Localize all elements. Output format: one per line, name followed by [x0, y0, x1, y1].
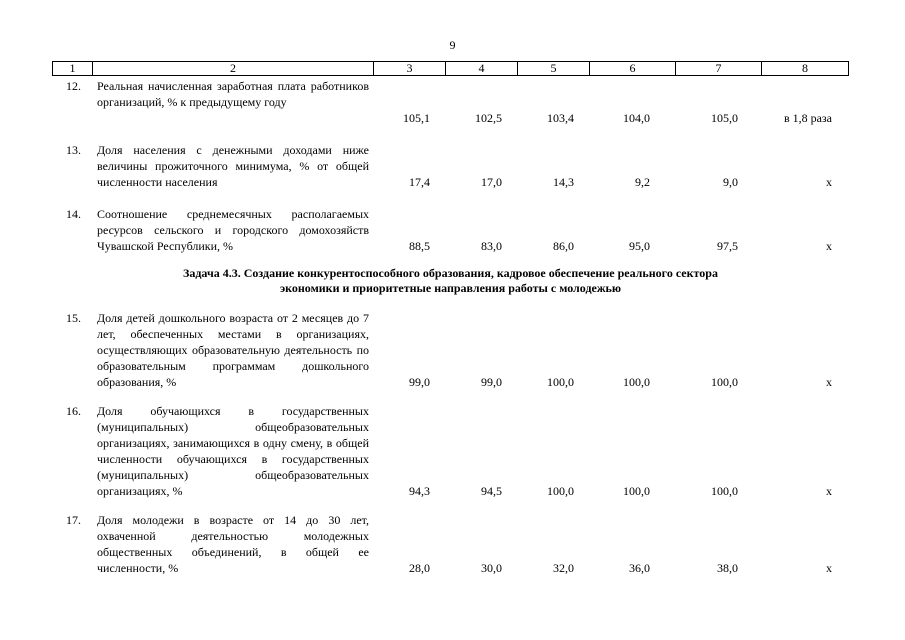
- row-value-col6: 104,0: [623, 111, 650, 125]
- row-value-col6: 100,0: [623, 484, 650, 498]
- row-value-col7: 9,0: [723, 175, 738, 189]
- row-value-col3: 99,0: [409, 375, 430, 389]
- row-number: 15.: [66, 311, 81, 325]
- row-number: 16.: [66, 404, 81, 418]
- page-number: 9: [449, 38, 456, 52]
- row-description: Доля обучающихся в государственных (муниципальных) общеобразовательных организациях, занимающихся в одну смену, в общей численности обучающихся в государственных (муниципальных) общеобразовательных организациях, %: [97, 404, 369, 498]
- row-value-col4: 99,0: [481, 375, 502, 389]
- row-value-col8: x: [826, 561, 832, 575]
- row-value-col6: 95,0: [629, 239, 650, 253]
- row-number: 14.: [66, 207, 81, 221]
- row-value-col4: 83,0: [481, 239, 502, 253]
- row-value-col7: 105,0: [711, 111, 738, 125]
- row-value-col8: x: [826, 239, 832, 253]
- row-value-col8: x: [826, 175, 832, 189]
- table-row: [52, 78, 849, 126]
- column-header-6: 6: [589, 62, 675, 75]
- column-header-5: 5: [517, 62, 589, 75]
- table-row: [52, 512, 849, 576]
- task-heading-line1: Задача 4.3. Создание конкурентоспособного образования, кадровое обеспечение реального сектора: [183, 266, 718, 280]
- row-value-col6: 36,0: [629, 561, 650, 575]
- row-value-col7: 38,0: [717, 561, 738, 575]
- row-value-col4: 94,5: [481, 484, 502, 498]
- row-value-col7: 100,0: [711, 484, 738, 498]
- table-row: [52, 142, 849, 190]
- table-header-row: [52, 61, 849, 76]
- column-header-4: 4: [445, 62, 517, 75]
- row-number: 17.: [66, 513, 81, 527]
- row-value-col8: в 1,8 раза: [783, 111, 832, 125]
- row-description: Доля населения с денежными доходами ниже величины прожиточного минимума, % от общей численности населения: [97, 143, 369, 189]
- table-row: [52, 310, 849, 390]
- row-value-col5: 14,3: [553, 175, 574, 189]
- row-value-col6: 100,0: [623, 375, 650, 389]
- row-number: 12.: [66, 79, 81, 93]
- row-value-col5: 100,0: [547, 484, 574, 498]
- column-header-3: 3: [373, 62, 445, 75]
- row-value-col7: 100,0: [711, 375, 738, 389]
- column-header-1: 1: [69, 61, 76, 75]
- column-header-2: 2: [92, 62, 373, 75]
- row-description: Доля детей дошкольного возраста от 2 месяцев до 7 лет, обеспеченных местами в организациях, осуществляющих образовательную деятельность по образовательным программам дошкольного образования, %: [97, 311, 369, 389]
- task-heading: [52, 266, 849, 296]
- row-description: Соотношение среднемесячных располагаемых ресурсов сельского и городского домохозяйств Чувашской Республики, %: [97, 207, 369, 253]
- row-value-col5: 103,4: [547, 111, 574, 125]
- row-value-col3: 105,1: [403, 111, 430, 125]
- row-value-col6: 9,2: [635, 175, 650, 189]
- row-value-col5: 32,0: [553, 561, 574, 575]
- row-value-col4: 30,0: [481, 561, 502, 575]
- row-description: Доля молодежи в возрасте от 14 до 30 лет, охваченной деятельностью молодежных общественных объединений, в общей ее численности, %: [97, 513, 369, 575]
- task-heading-line2: экономики и приоритетные направления работы с молодежью: [279, 281, 622, 295]
- row-value-col3: 17,4: [409, 175, 430, 189]
- row-value-col3: 28,0: [409, 561, 430, 575]
- row-value-col3: 94,3: [409, 484, 430, 498]
- row-value-col5: 100,0: [547, 375, 574, 389]
- row-number: 13.: [66, 143, 81, 157]
- table-row: [52, 403, 849, 499]
- row-value-col5: 86,0: [553, 239, 574, 253]
- row-value-col4: 17,0: [481, 175, 502, 189]
- row-value-col8: x: [826, 375, 832, 389]
- row-value-col3: 88,5: [409, 239, 430, 253]
- row-value-col7: 97,5: [717, 239, 738, 253]
- column-header-8: 8: [761, 62, 848, 75]
- row-value-col8: x: [826, 484, 832, 498]
- row-value-col4: 102,5: [475, 111, 502, 125]
- column-header-7: 7: [675, 62, 761, 75]
- table-row: [52, 206, 849, 254]
- row-description: Реальная начисленная заработная плата работников организаций, % к предыдущему году: [97, 79, 369, 109]
